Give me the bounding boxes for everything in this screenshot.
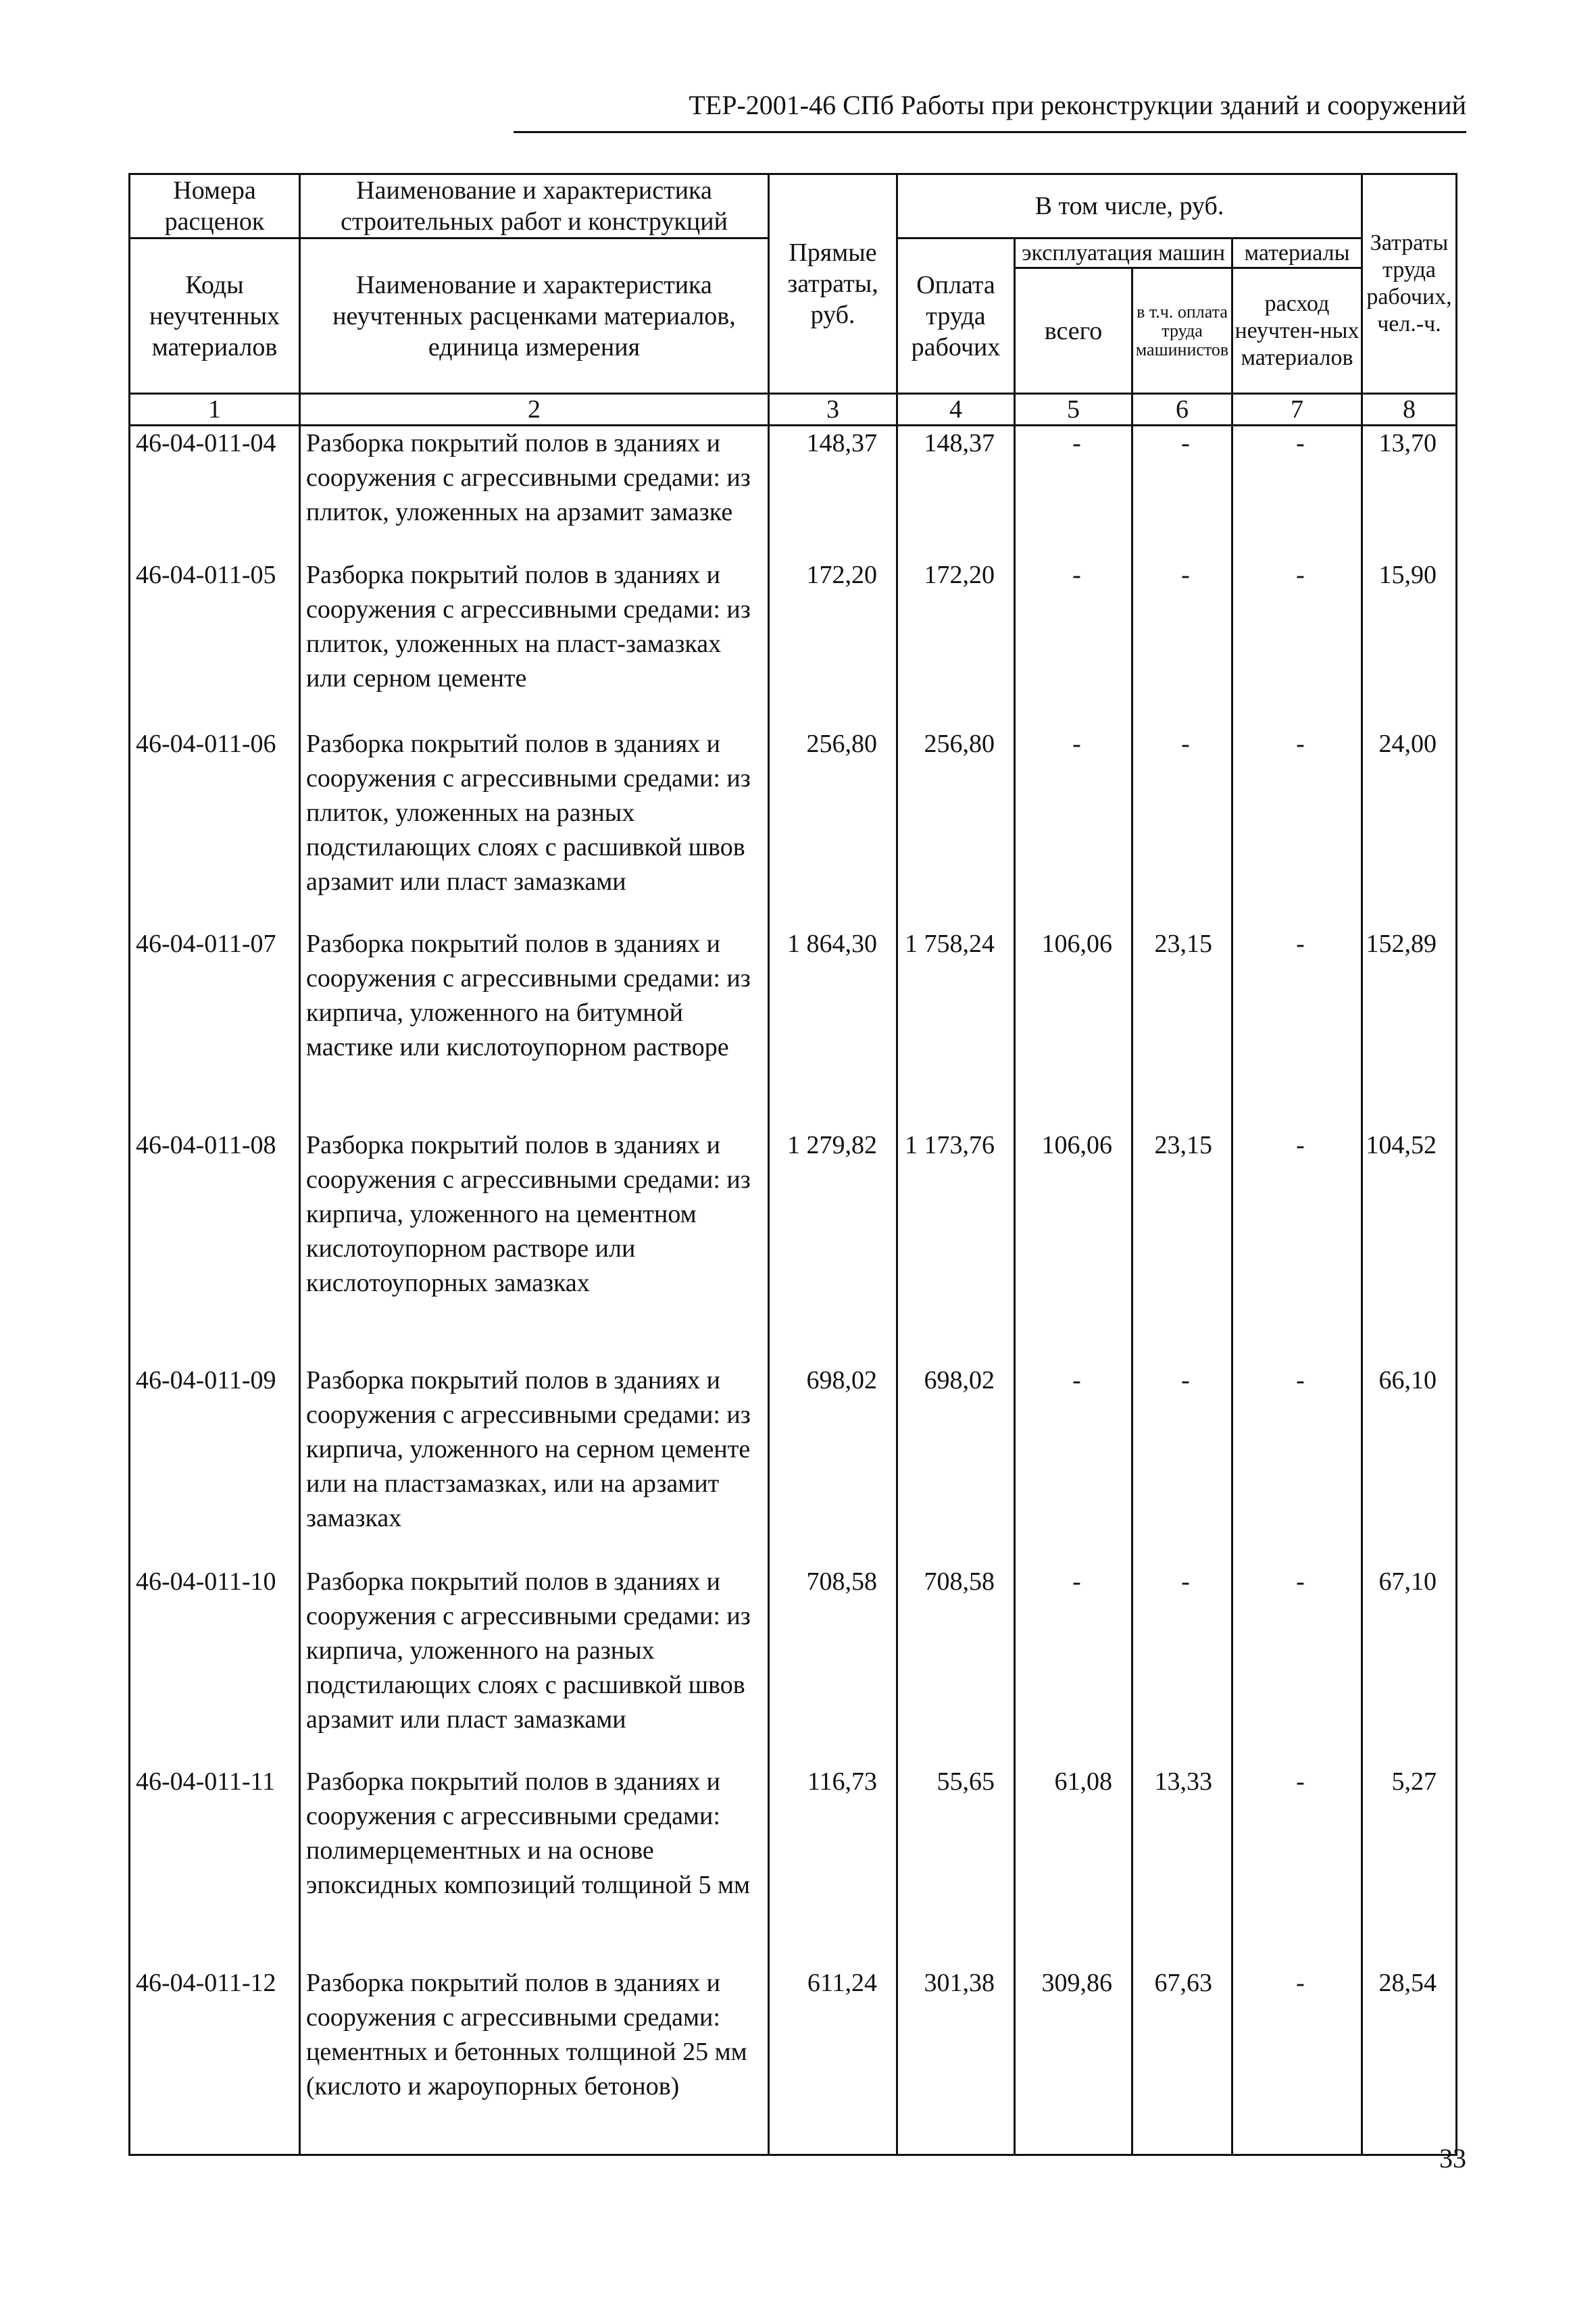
machinist-pay: 13,33 xyxy=(1132,1765,1232,1966)
table-row xyxy=(130,1966,1457,2155)
rate-code: 46-04-011-05 xyxy=(130,558,300,727)
machines-total: - xyxy=(1015,558,1132,727)
direct-costs: 172,20 xyxy=(769,558,897,727)
header-number: 6 xyxy=(1132,394,1232,426)
materials-usage: - xyxy=(1232,727,1362,927)
labor-hours: 152,89 xyxy=(1362,927,1457,1128)
work-description: Разборка покрытий полов в зданиях и сооружения с агрессивными средами: из плиток, уложенных на пласт-замазках или серном цементе xyxy=(300,558,769,727)
labor-pay: 1 173,76 xyxy=(897,1128,1015,1363)
header-machine-operation: эксплуатация машин xyxy=(1015,238,1232,268)
labor-hours: 66,10 xyxy=(1362,1363,1457,1565)
materials-usage: - xyxy=(1232,558,1362,727)
header-direct-costs: Прямые затраты, руб. xyxy=(769,174,897,394)
direct-costs: 611,24 xyxy=(769,1966,897,2155)
machines-total: - xyxy=(1015,426,1132,558)
rate-code: 46-04-011-04 xyxy=(130,426,300,558)
labor-hours: 5,27 xyxy=(1362,1765,1457,1966)
header-number: 7 xyxy=(1232,394,1362,426)
rate-code: 46-04-011-06 xyxy=(130,727,300,927)
labor-pay: 1 758,24 xyxy=(897,927,1015,1128)
machinist-pay: 23,15 xyxy=(1132,927,1232,1128)
machines-total: 61,08 xyxy=(1015,1765,1132,1966)
work-description: Разборка покрытий полов в зданиях и сооружения с агрессивными средами: из кирпича, уложенного на серном цементе или на пластзамазках, или на арзамит замазках xyxy=(300,1363,769,1565)
header-number: 1 xyxy=(130,394,300,426)
work-description: Разборка покрытий полов в зданиях и сооружения с агрессивными средами: цементных и бетонных толщиной 25 мм (кислото и жароупорных бетонов) xyxy=(300,1966,769,2155)
labor-pay: 698,02 xyxy=(897,1363,1015,1565)
materials-usage: - xyxy=(1232,1363,1362,1565)
header-number: 3 xyxy=(769,394,897,426)
header-work-name: Наименование и характеристика строительных работ и конструкций xyxy=(300,174,769,238)
work-description: Разборка покрытий полов в зданиях и сооружения с агрессивными средами: из кирпича, уложенного на битумной мастике или кислотоупорном растворе xyxy=(300,927,769,1128)
machines-total: 309,86 xyxy=(1015,1966,1132,2155)
work-description: Разборка покрытий полов в зданиях и сооружения с агрессивными средами: из кирпича, уложенного на разных подстилающих слоях с расшивкой швов арзамит или пласт замазками xyxy=(300,1565,769,1765)
header-number: 8 xyxy=(1362,394,1457,426)
labor-pay: 148,37 xyxy=(897,426,1015,558)
header-labor-hours: Затраты труда рабочих, чел.-ч. xyxy=(1362,174,1457,394)
labor-hours: 24,00 xyxy=(1362,727,1457,927)
materials-usage: - xyxy=(1232,426,1362,558)
rate-code: 46-04-011-07 xyxy=(130,927,300,1128)
machines-total: 106,06 xyxy=(1015,1128,1132,1363)
header-rate-numbers: Номера расценок xyxy=(130,174,300,238)
rate-code: 46-04-011-11 xyxy=(130,1765,300,1966)
machinist-pay: - xyxy=(1132,727,1232,927)
materials-usage: - xyxy=(1232,1128,1362,1363)
work-description: Разборка покрытий полов в зданиях и сооружения с агрессивными средами: из кирпича, уложенного на цементном кислотоупорном растворе или кислотоупорных замазках xyxy=(300,1128,769,1363)
table-row xyxy=(130,1565,1457,1765)
header-unaccounted-materials: расход неучтен-ных материалов xyxy=(1232,268,1362,394)
labor-hours: 104,52 xyxy=(1362,1128,1457,1363)
rates-table xyxy=(128,424,1457,2156)
materials-usage: - xyxy=(1232,927,1362,1128)
labor-hours: 28,54 xyxy=(1362,1966,1457,2155)
machines-total: - xyxy=(1015,1565,1132,1765)
machinist-pay: 23,15 xyxy=(1132,1128,1232,1363)
labor-pay: 172,20 xyxy=(897,558,1015,727)
header-machines-total: всего xyxy=(1015,268,1132,394)
header-number: 5 xyxy=(1015,394,1132,426)
machinist-pay: - xyxy=(1132,1363,1232,1565)
work-description: Разборка покрытий полов в зданиях и сооружения с агрессивными средами: полимерцементных и на основе эпоксидных композиций толщиной 5 мм xyxy=(300,1765,769,1966)
header-number: 4 xyxy=(897,394,1015,426)
header-number: 2 xyxy=(300,394,769,426)
machinist-pay: 67,63 xyxy=(1132,1966,1232,2155)
table-row xyxy=(130,727,1457,927)
machines-total: - xyxy=(1015,727,1132,927)
title-rule xyxy=(514,131,1466,133)
header-labor-pay: Оплата труда рабочих xyxy=(897,238,1015,394)
table-row xyxy=(130,1765,1457,1966)
table-row xyxy=(130,558,1457,727)
labor-hours: 13,70 xyxy=(1362,426,1457,558)
labor-hours: 15,90 xyxy=(1362,558,1457,727)
direct-costs: 708,58 xyxy=(769,1565,897,1765)
machinist-pay: - xyxy=(1132,558,1232,727)
table-header xyxy=(128,173,1457,426)
machinist-pay: - xyxy=(1132,426,1232,558)
materials-usage: - xyxy=(1232,1565,1362,1765)
machinist-pay: - xyxy=(1132,1565,1232,1765)
machines-total: 106,06 xyxy=(1015,927,1132,1128)
materials-usage: - xyxy=(1232,1765,1362,1966)
header-material-name: Наименование и характеристика неучтенных расценками материалов, единица измерения xyxy=(300,238,769,394)
labor-hours: 67,10 xyxy=(1362,1565,1457,1765)
rate-code: 46-04-011-08 xyxy=(130,1128,300,1363)
rate-code: 46-04-011-10 xyxy=(130,1565,300,1765)
direct-costs: 1 864,30 xyxy=(769,927,897,1128)
header-machinist-pay: в т.ч. оплата труда машинистов xyxy=(1132,268,1232,394)
direct-costs: 116,73 xyxy=(769,1765,897,1966)
direct-costs: 256,80 xyxy=(769,727,897,927)
labor-pay: 708,58 xyxy=(897,1565,1015,1765)
table-row xyxy=(130,927,1457,1128)
table-row xyxy=(130,426,1457,558)
page-number: 33 xyxy=(1439,2143,1466,2173)
table-row xyxy=(130,1128,1457,1363)
materials-usage: - xyxy=(1232,1966,1362,2155)
rate-code: 46-04-011-12 xyxy=(130,1966,300,2155)
work-description: Разборка покрытий полов в зданиях и сооружения с агрессивными средами: из плиток, уложенных на арзамит замазке xyxy=(300,426,769,558)
direct-costs: 148,37 xyxy=(769,426,897,558)
header-materials: материалы xyxy=(1232,238,1362,268)
header-including-group: В том числе, руб. xyxy=(897,174,1362,238)
labor-pay: 256,80 xyxy=(897,727,1015,927)
document-title: ТЕР-2001-46 СПб Работы при реконструкции зданий и сооружений xyxy=(689,90,1466,120)
machines-total: - xyxy=(1015,1363,1132,1565)
direct-costs: 698,02 xyxy=(769,1363,897,1565)
rate-code: 46-04-011-09 xyxy=(130,1363,300,1565)
table-row xyxy=(130,1363,1457,1565)
labor-pay: 55,65 xyxy=(897,1765,1015,1966)
header-material-codes: Коды неучтенных материалов xyxy=(130,238,300,394)
work-description: Разборка покрытий полов в зданиях и сооружения с агрессивными средами: из плиток, уложенных на разных подстилающих слоях с расшивкой швов арзамит или пласт замазками xyxy=(300,727,769,927)
direct-costs: 1 279,82 xyxy=(769,1128,897,1363)
labor-pay: 301,38 xyxy=(897,1966,1015,2155)
